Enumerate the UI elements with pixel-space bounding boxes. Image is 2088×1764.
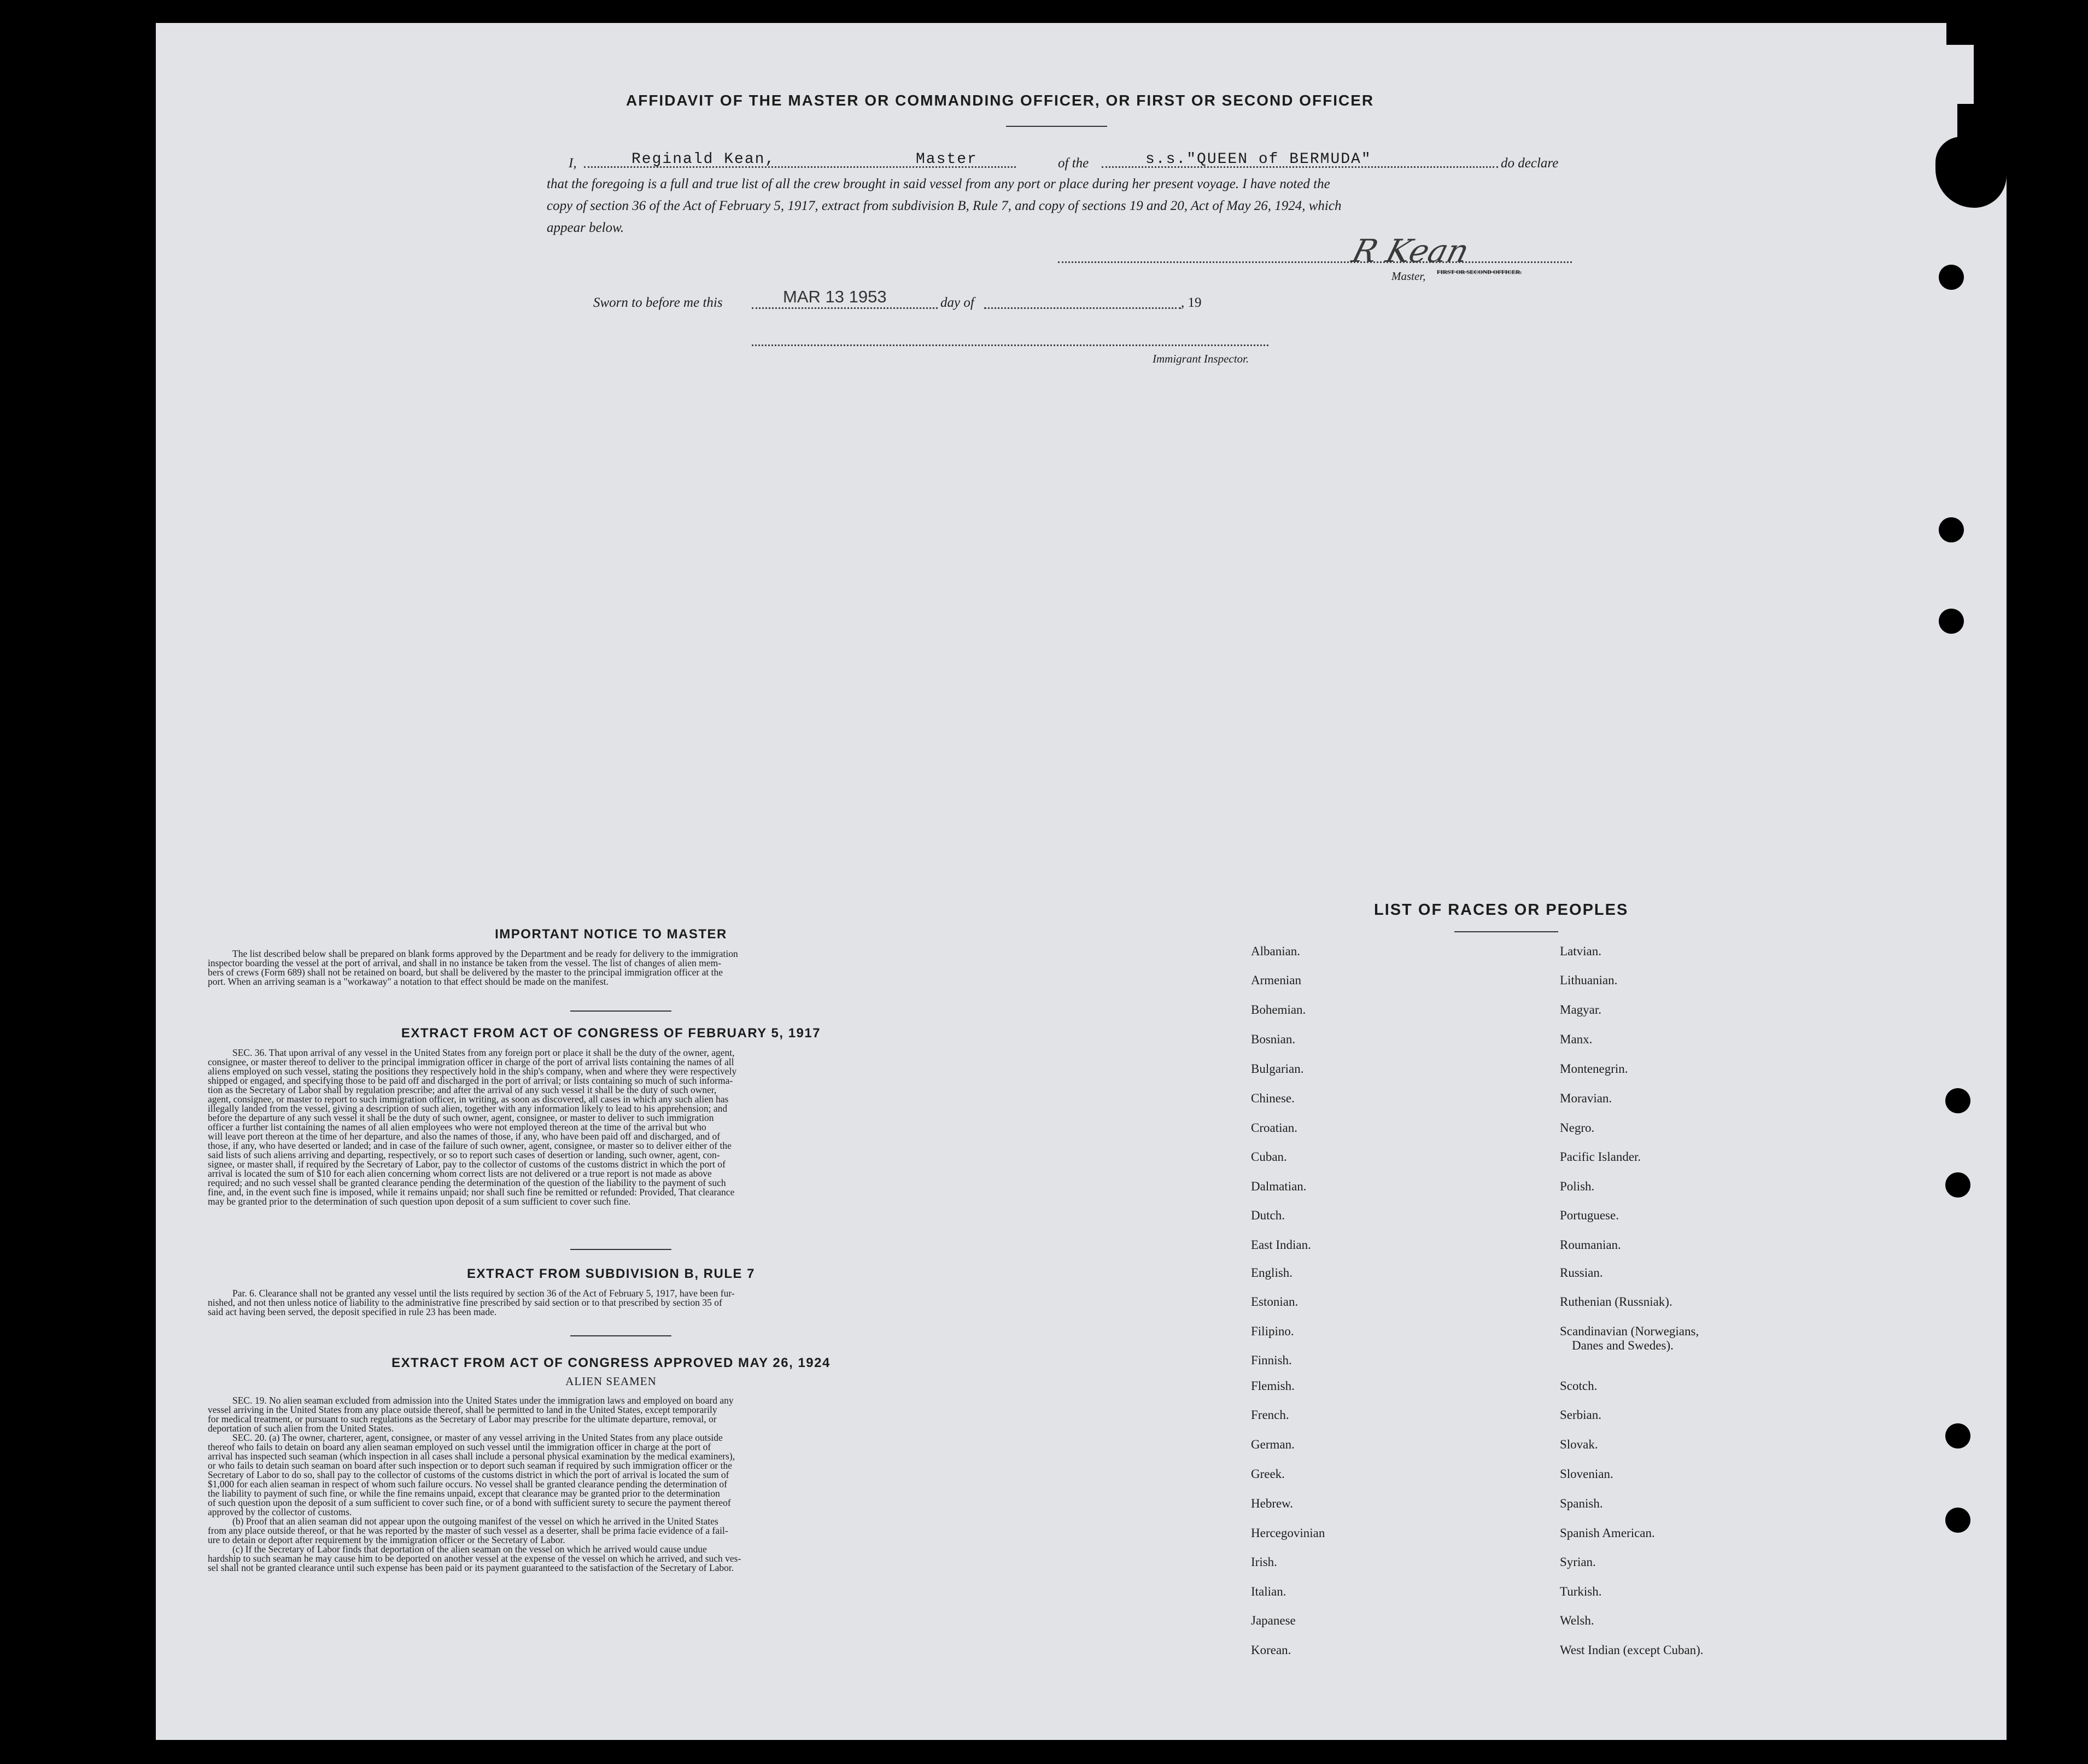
race-item: English. bbox=[1251, 1266, 1293, 1280]
race-item: Korean. bbox=[1251, 1643, 1291, 1657]
race-item: Flemish. bbox=[1251, 1379, 1295, 1393]
divider bbox=[1454, 931, 1558, 932]
notice-line: port. When an arriving seaman is a "workaway" a notation to that effect should be made on the manifest. bbox=[208, 976, 609, 987]
extract-line: approved by the collector of customs. bbox=[208, 1506, 352, 1517]
extract-line: those, if any, who have deserted or landed; and in case of the failure of such owner, agent, consignee, or master so to deliver either of the bbox=[208, 1140, 732, 1151]
extract-1917-body bbox=[208, 1048, 1014, 1206]
extract-line: illegally landed from the vessel, giving a description of such alien, together with any information likely to lead to his apprehension; and bbox=[208, 1103, 728, 1114]
race-item: Serbian. bbox=[1560, 1408, 1602, 1422]
torn-corner bbox=[1974, 45, 2012, 110]
inspector-label: Immigrant Inspector. bbox=[1153, 352, 1249, 365]
vessel-name: s.s."QUEEN of BERMUDA" bbox=[1145, 151, 1372, 168]
extract-line: (b) Proof that an alien seaman did not appear upon the outgoing manifest of the vessel on which he arrived in the United States bbox=[232, 1516, 718, 1527]
race-item: Finnish. bbox=[1251, 1353, 1292, 1367]
extract-line: required; and no such vessel shall be granted clearance pending the determination of the question of the liability to the payment of such bbox=[208, 1177, 726, 1188]
race-item: French. bbox=[1251, 1408, 1289, 1422]
notice-line: The list described below shall be prepared on blank forms approved by the Department and be ready for delivery to the immigration bbox=[232, 948, 738, 959]
extract-line: for medical treatment, or pursuant to such regulations as the Secretary of Labor may prescribe for the ultimate departure, removal, or bbox=[208, 1413, 717, 1424]
extract-line: tion as the Secretary of Labor shall by regulation prescribe; and after the arrival of any such vessel it shall be the duty of such owner, bbox=[208, 1084, 717, 1095]
rule7-body bbox=[208, 1289, 1014, 1317]
race-item: Spanish. bbox=[1560, 1497, 1603, 1510]
race-item: Latvian. bbox=[1560, 944, 1601, 958]
race-item: Montenegrin. bbox=[1560, 1062, 1628, 1076]
extract-line: fine, and, in the event such fine is imposed, while it remains unpaid; nor shall such fine be remitted or refunded: Provided, That clearance bbox=[208, 1187, 735, 1198]
race-item: Danes and Swedes). bbox=[1572, 1339, 1674, 1352]
race-item: Hercegovinian bbox=[1251, 1526, 1325, 1540]
race-item: East Indian. bbox=[1251, 1238, 1311, 1252]
race-item: Moravian. bbox=[1560, 1091, 1612, 1105]
rule7-title: EXTRACT FROM SUBDIVISION B, RULE 7 bbox=[466, 1266, 756, 1281]
race-item: Welsh. bbox=[1560, 1614, 1594, 1627]
rule7-line: nished, and not then unless notice of liability to the administrative fine prescribed by said section or to that prescribed by section 35 of bbox=[208, 1297, 722, 1308]
punch-hole bbox=[1945, 1423, 1970, 1448]
extract-line: deportation of such alien from the United States. bbox=[208, 1423, 394, 1434]
do-declare-label: do declare bbox=[1501, 156, 1559, 171]
sworn-date-line bbox=[752, 307, 938, 309]
race-item: Estonian. bbox=[1251, 1295, 1299, 1309]
extract-line: shipped or engaged, and specifying those to be paid off and discharged in the port of arrival; or lists containing so much of such informa- bbox=[208, 1075, 733, 1086]
extract-line: $1,000 for each alien seaman in respect of whom such failure occurs. No vessel shall be granted clearance pending the determination of bbox=[208, 1479, 727, 1490]
declaration-line: appear below. bbox=[547, 220, 624, 235]
day-of-label: day of bbox=[940, 295, 974, 310]
extract-line: ure to detain or deport after requirement by the immigration officer or the Secretary of Labor. bbox=[208, 1534, 565, 1545]
torn-corner bbox=[1957, 104, 2007, 148]
extract-line: Secretary of Labor to do so, shall pay to the collector of customs of the customs district in which the port of arrival is located the sum of bbox=[208, 1469, 729, 1480]
extract-1924-title: EXTRACT FROM ACT OF CONGRESS APPROVED MAY 26, 1924 bbox=[391, 1356, 830, 1370]
race-item: Hebrew. bbox=[1251, 1497, 1294, 1510]
extract-line: SEC. 36. That upon arrival of any vessel in the United States from any foreign port or place it shall be the duty of the owner, agent, bbox=[232, 1047, 735, 1058]
race-item: Bosnian. bbox=[1251, 1032, 1296, 1046]
race-item: Portuguese. bbox=[1560, 1208, 1619, 1222]
extract-line: vessel arriving in the United States from any place outside thereof, shall be permitted to land in the United States, except temporarily bbox=[208, 1404, 717, 1415]
notice-line: bers of crews (Form 689) shall not be retained on board, but shall be delivered by the master to the principal immigration officer at the bbox=[208, 967, 723, 978]
race-item: Irish. bbox=[1251, 1555, 1277, 1569]
rule7-line: Par. 6. Clearance shall not be granted any vessel until the lists required by section 36 of the Act of February 5, 1917, have been fur- bbox=[232, 1288, 735, 1299]
race-item: Filipino. bbox=[1251, 1324, 1294, 1338]
race-item: Manx. bbox=[1560, 1032, 1593, 1046]
race-item: Japanese bbox=[1251, 1614, 1296, 1627]
affidavit-title: AFFIDAVIT OF THE MASTER OR COMMANDING OFFICER, OR FIRST OR SECOND OFFICER bbox=[626, 92, 1375, 109]
race-item: Lithuanian. bbox=[1560, 973, 1618, 987]
extract-1917-title: EXTRACT FROM ACT OF CONGRESS OF FEBRUARY 5, 1917 bbox=[401, 1026, 821, 1041]
alien-seamen-subtitle: ALIEN SEAMEN bbox=[565, 1375, 657, 1388]
extract-line: SEC. 20. (a) The owner, charterer, agent, consignee, or master of any vessel arriving in the United States from any place outside bbox=[232, 1432, 723, 1443]
struck-caption: FIRST OR SECOND OFFICER. bbox=[1437, 269, 1522, 276]
race-item: Magyar. bbox=[1560, 1003, 1602, 1017]
extract-line: arrival is located the sum of $10 for each alien concerning whom correct lists are not delivered or a true report is not made as above bbox=[208, 1168, 712, 1179]
inspector-line bbox=[752, 344, 1268, 346]
race-item: Turkish. bbox=[1560, 1585, 1602, 1598]
handwritten-signature: R Kean bbox=[1348, 232, 1473, 270]
extract-line: from any place outside thereof, or that he was reported by the master of such vessel as a deserter, shall be prima facie evidence of a fail- bbox=[208, 1525, 728, 1536]
extract-line: may be granted prior to the determination of such question upon deposit of a sum sufficient to cover such fine. bbox=[208, 1196, 631, 1207]
extract-line: consignee, or master thereof to deliver to the principal immigration officer in charge of the port of arrival lists containing the names of all bbox=[208, 1056, 734, 1067]
notice-line: inspector boarding the vessel at the port of arrival, and shall in no instance be taken from the vessel. The list of changes of alien mem- bbox=[208, 957, 722, 968]
race-item: Slovenian. bbox=[1560, 1467, 1613, 1481]
punch-hole bbox=[1945, 1508, 1970, 1533]
day-line bbox=[984, 307, 1181, 309]
divider bbox=[1006, 126, 1107, 127]
extract-line: officer a further list containing the names of all alien employees who were not employed thereon at the time of the arrival but who bbox=[208, 1122, 706, 1132]
race-item: Cuban. bbox=[1251, 1150, 1287, 1164]
race-item: Bohemian. bbox=[1251, 1003, 1306, 1017]
race-item: Dalmatian. bbox=[1251, 1179, 1307, 1193]
extract-line: (c) If the Secretary of Labor finds that deportation of the alien seaman on the vessel on which he arrived would cause undue bbox=[232, 1544, 707, 1555]
i-label: I, bbox=[569, 156, 577, 171]
extract-line: will leave port thereon at the time of her departure, and also the names of those, if any, who have been paid off and discharged, and of bbox=[208, 1131, 721, 1142]
divider bbox=[570, 1335, 671, 1336]
extract-line: agent, consignee, or master to report to such immigration officer, in writing, as soon as discovered, all cases in which any such alien has bbox=[208, 1094, 729, 1105]
extract-line: sel shall not be granted clearance until such expense has been paid or its payment guaranteed to the satisfaction of the Secretary of Labor. bbox=[208, 1562, 734, 1573]
extract-line: thereof who fails to detain on board any alien seaman employed on such vessel until the immigration officer in charge at the port of bbox=[208, 1441, 711, 1452]
punch-hole bbox=[1939, 517, 1964, 542]
extract-line: of such question upon the deposit of a sum sufficient to cover such fine, or of a bond with sufficient surety to secure the payment thereof bbox=[208, 1497, 731, 1508]
extract-line: signee, or master shall, if required by the Secretary of Labor, pay to the collector of customs of the customs district in which the port of bbox=[208, 1159, 726, 1170]
extract-line: aliens employed on such vessel, stating the positions they respectively hold in the ship's company, when and where they were respectively bbox=[208, 1066, 737, 1077]
signature-caption: Master, bbox=[1391, 270, 1426, 283]
sworn-label: Sworn to before me this bbox=[593, 295, 723, 310]
extract-1924-body bbox=[208, 1396, 1014, 1573]
race-item: Negro. bbox=[1560, 1121, 1595, 1135]
year-label: , 19 bbox=[1181, 295, 1202, 310]
race-item: Syrian. bbox=[1560, 1555, 1596, 1569]
race-item: Chinese. bbox=[1251, 1091, 1295, 1105]
notice-title: IMPORTANT NOTICE TO MASTER bbox=[495, 927, 727, 942]
race-item: Polish. bbox=[1560, 1179, 1595, 1193]
extract-line: said lists of such aliens arriving and departing, respectively, or so to report such cases of desertion or landing, such owner, agent, con- bbox=[208, 1149, 720, 1160]
punch-hole bbox=[1939, 609, 1964, 634]
divider bbox=[570, 1249, 671, 1250]
extract-line: arrival has inspected such seaman (which inspection in all cases shall include a personal physical examination by the medical examiners), bbox=[208, 1451, 735, 1462]
of-the-label: of the bbox=[1058, 156, 1089, 171]
race-item: Scotch. bbox=[1560, 1379, 1598, 1393]
race-item: German. bbox=[1251, 1438, 1295, 1451]
race-item: Ruthenian (Russniak). bbox=[1560, 1295, 1672, 1309]
divider bbox=[570, 1010, 671, 1012]
extract-line: or who fails to detain such seaman on board after such inspection or to deport such seaman if required by such immigration officer or the bbox=[208, 1460, 732, 1471]
extract-line: SEC. 19. No alien seaman excluded from admission into the United States under the immigration laws and employed on board any bbox=[232, 1395, 734, 1406]
sworn-stamp: MAR 13 1953 bbox=[783, 287, 887, 306]
race-item: Dutch. bbox=[1251, 1208, 1285, 1222]
race-item: Roumanian. bbox=[1560, 1238, 1621, 1252]
torn-corner bbox=[1946, 23, 2012, 45]
declaration-line: copy of section 36 of the Act of February 5, 1917, extract from subdivision B, Rule 7, and copy of sections 19 and 20, Act of May 26, 1924, which bbox=[547, 198, 1342, 213]
race-item: Italian. bbox=[1251, 1585, 1286, 1598]
extract-line: before the departure of any such vessel it shall be the duty of such owner, agent, consignee, or master to deliver to such immigration bbox=[208, 1112, 714, 1123]
master-name: Reginald Kean, bbox=[631, 151, 776, 168]
race-item: Scandinavian (Norwegians, bbox=[1560, 1324, 1699, 1338]
extract-line: hardship to such seaman he may cause him to be deported on another vessel at the expense of the vessel on which he arrived, and such ves- bbox=[208, 1553, 741, 1564]
race-item: Croatian. bbox=[1251, 1121, 1297, 1135]
signature-line bbox=[1058, 261, 1572, 263]
punch-hole bbox=[1939, 265, 1964, 290]
race-item: Armenian bbox=[1251, 973, 1301, 987]
race-item: Pacific Islander. bbox=[1560, 1150, 1641, 1164]
race-item: Russian. bbox=[1560, 1266, 1603, 1280]
rule7-line: said act having been served, the deposit specified in rule 23 has been made. bbox=[208, 1306, 497, 1317]
race-item: Bulgarian. bbox=[1251, 1062, 1304, 1076]
master-rank: Master bbox=[916, 151, 978, 168]
punch-hole bbox=[1945, 1088, 1970, 1113]
punch-hole bbox=[1945, 1172, 1970, 1198]
notice-body bbox=[208, 949, 1014, 986]
race-item: Albanian. bbox=[1251, 944, 1301, 958]
race-item: Slovak. bbox=[1560, 1438, 1598, 1451]
race-item: Greek. bbox=[1251, 1467, 1285, 1481]
extract-line: the liability to payment of such fine, or while the fine remains unpaid, except that clearance may be granted prior to the determination bbox=[208, 1488, 720, 1499]
declaration-line: that the foregoing is a full and true list of all the crew brought in said vessel from any port or place during her present voyage. I have noted the bbox=[547, 177, 1330, 191]
races-title: LIST OF RACES OR PEOPLES bbox=[1374, 901, 1629, 919]
race-item: Spanish American. bbox=[1560, 1526, 1655, 1540]
race-item: West Indian (except Cuban). bbox=[1560, 1643, 1704, 1657]
